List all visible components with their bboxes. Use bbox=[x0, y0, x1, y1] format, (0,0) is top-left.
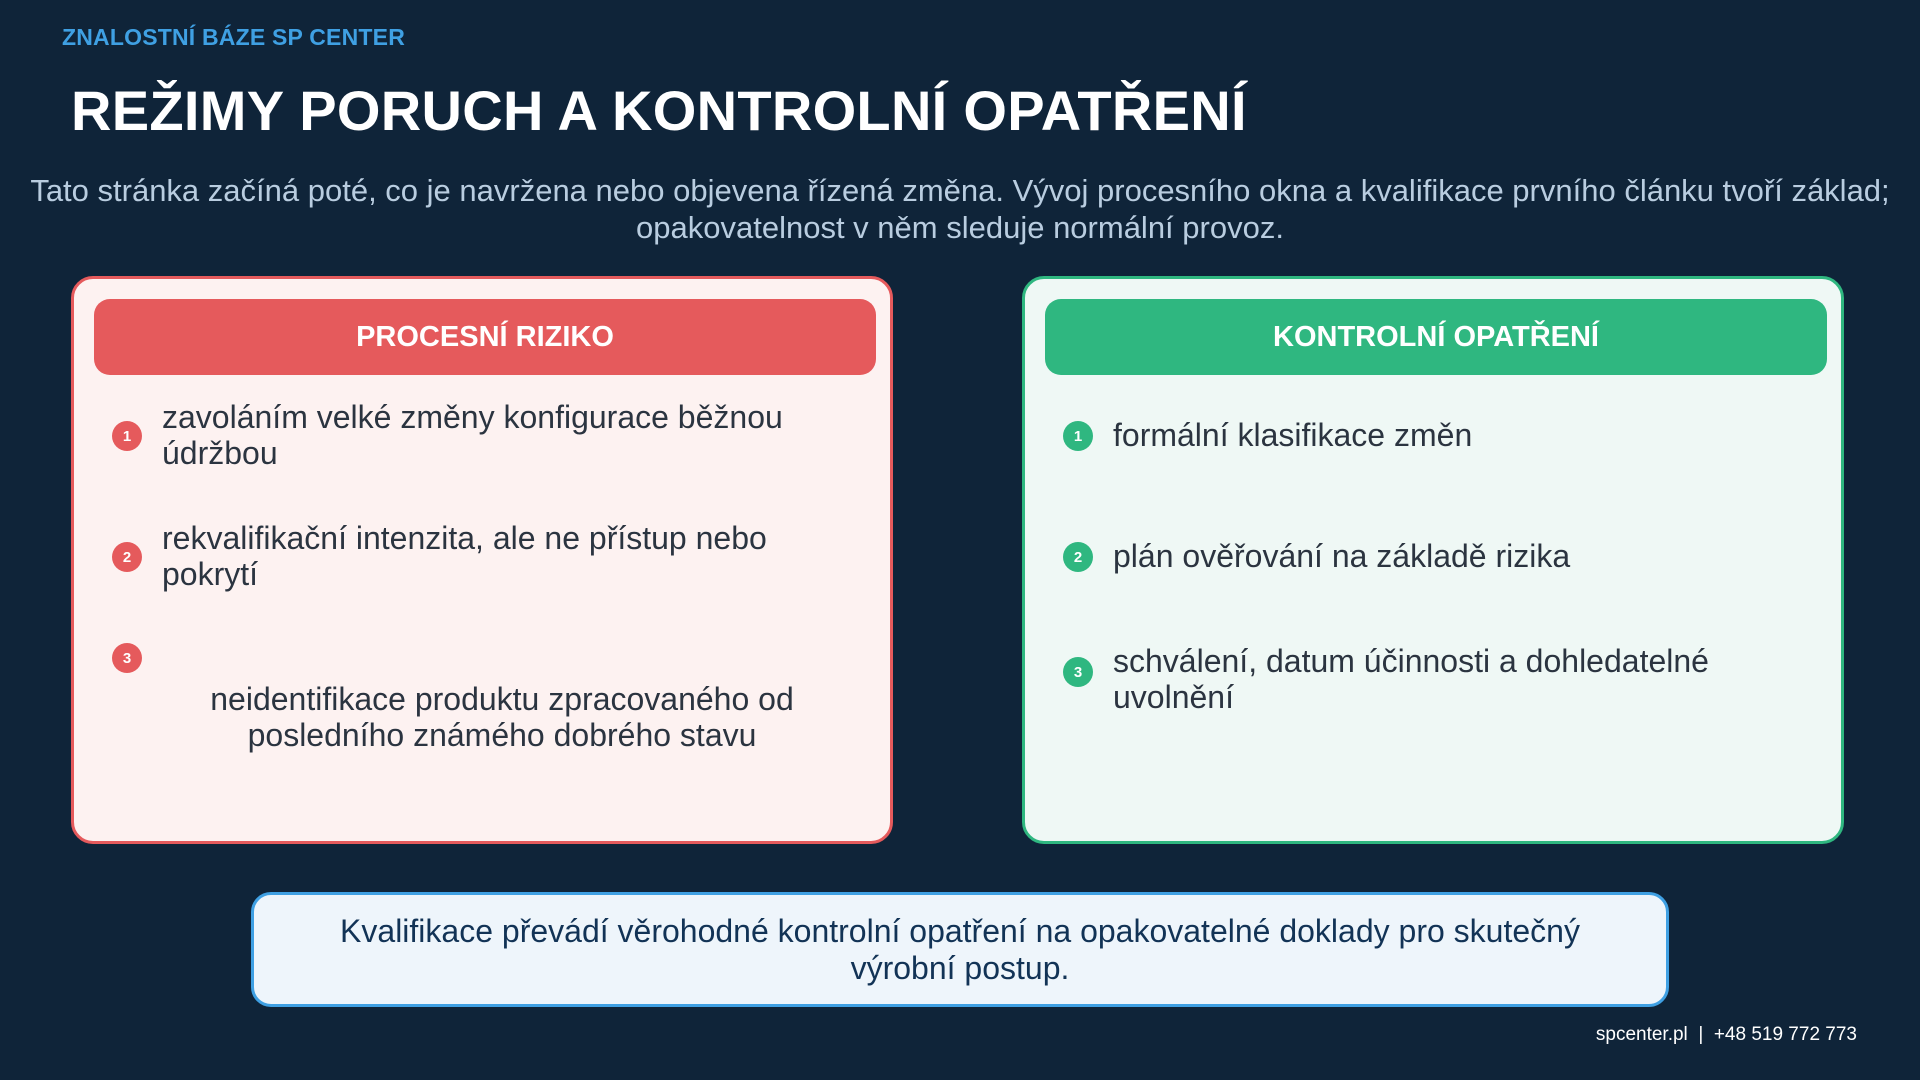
risk-item bbox=[74, 520, 890, 600]
control-item bbox=[1025, 538, 1841, 618]
control-measures-panel bbox=[1022, 276, 1844, 844]
summary-text: Kvalifikace převádí věrohodné kontrolní opatření na opakovatelné doklady pro skutečný výrobní postup. bbox=[340, 912, 1580, 986]
control-item-text: formální klasifikace změn bbox=[1113, 417, 1473, 453]
control-item-number: 2 bbox=[1063, 542, 1093, 572]
control-item-text: schválení, datum účinnosti a dohledatelné uvolnění bbox=[1113, 643, 1709, 715]
control-item bbox=[1025, 643, 1841, 723]
process-risk-panel bbox=[71, 276, 893, 844]
risk-item-text: zavoláním velké změny konfigurace běžnou údržbou bbox=[162, 399, 783, 471]
risk-item-number: 2 bbox=[112, 542, 142, 572]
control-measures-heading: KONTROLNÍ OPATŘENÍ bbox=[1045, 299, 1827, 375]
brand-kicker: ZNALOSTNÍ BÁZE SP CENTER bbox=[62, 24, 406, 50]
risk-item bbox=[74, 399, 890, 479]
footer-contact: spcenter.pl | +48 519 772 773 bbox=[1595, 1024, 1857, 1045]
control-item bbox=[1025, 417, 1841, 497]
page-title: REŽIMY PORUCH A KONTROLNÍ OPATŘENÍ bbox=[71, 79, 1247, 142]
control-item-number: 3 bbox=[1063, 657, 1093, 687]
control-item-text: plán ověřování na základě rizika bbox=[1113, 538, 1571, 574]
risk-item-text: neidentifikace produktu zpracovaného od posledního známého dobrého stavu bbox=[210, 681, 794, 753]
risk-item-number: 1 bbox=[112, 421, 142, 451]
risk-item bbox=[74, 639, 890, 753]
process-risk-heading: PROCESNÍ RIZIKO bbox=[94, 299, 876, 375]
control-item-number: 1 bbox=[1063, 421, 1093, 451]
page-subtitle: Tato stránka začíná poté, co je navržena nebo objevena řízená změna. Vývoj procesního okna a kvalifikace prvního článku tvoří základ; opakovatelnost v něm sleduje normální provoz. bbox=[30, 173, 1890, 245]
summary-callout bbox=[251, 892, 1669, 1007]
risk-item-number: 3 bbox=[112, 643, 142, 673]
risk-item-text: rekvalifikační intenzita, ale ne přístup nebo pokrytí bbox=[162, 520, 767, 592]
